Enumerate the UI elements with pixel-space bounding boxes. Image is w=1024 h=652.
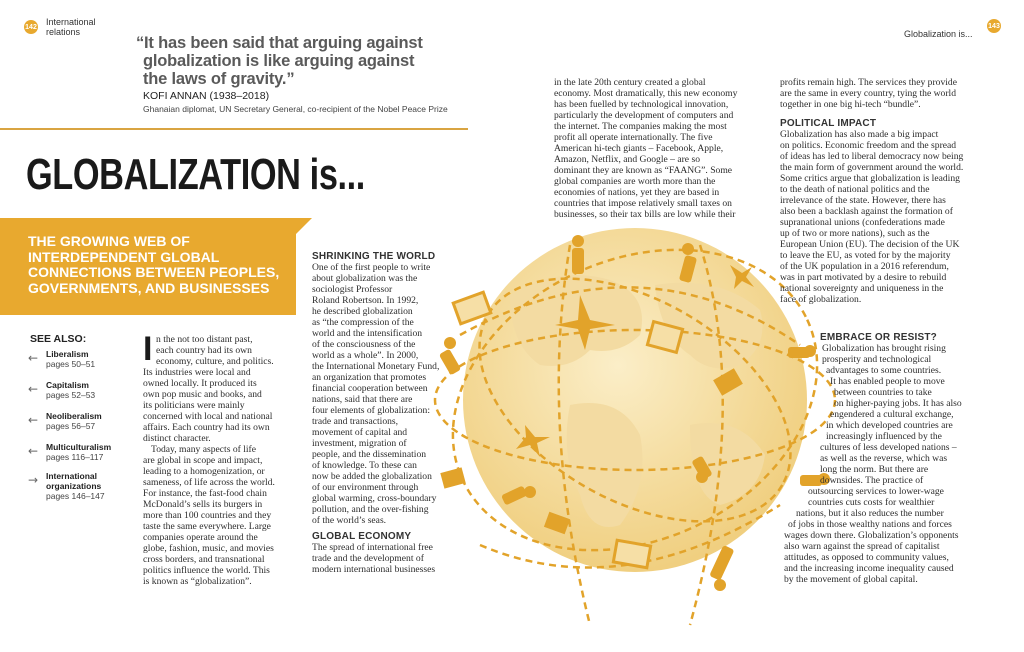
text-line: on higher-paying jobs. It has also	[834, 398, 962, 409]
text-line: of the world’s seas.	[312, 515, 387, 526]
drop-cap: I	[143, 330, 153, 368]
banknote-icon	[613, 540, 650, 568]
text-line: long the norm. But there are	[820, 464, 929, 475]
text-line: advantages to some countries.	[826, 365, 942, 376]
text-line: as well as the reverse, which was	[820, 453, 948, 464]
text-line: four elements of globalization:	[312, 405, 431, 416]
text-line: was in part motivated by a desire to rebuild	[780, 272, 947, 283]
text-line: between countries to take	[834, 387, 932, 398]
text-line: in the late 20th century created a global	[554, 77, 706, 88]
see-also-title: Capitalism	[46, 380, 89, 390]
arrow-left-icon: ←	[28, 351, 39, 365]
text-line: nations, but it also reduces the number	[796, 508, 944, 519]
quote-author-description: Ghanaian diplomat, UN Secretary General, co-recipient of the Nobel Peace Prize	[143, 104, 448, 114]
body-column-1	[143, 330, 301, 587]
text-line: economy. Most dramatically, this new economy	[554, 88, 738, 99]
text-line: financial cooperation between	[312, 383, 428, 394]
text-line: its politicians were mainly	[143, 400, 245, 411]
text-line: downsides. The practice of	[820, 475, 924, 486]
text-line: of knowledge. To these can	[312, 460, 417, 471]
running-head-line: International	[46, 17, 96, 27]
globe-illustration	[420, 225, 840, 645]
text-line: affairs. Each country had its own	[143, 422, 270, 433]
text-line: also warn against the spread of capitalist	[784, 541, 940, 552]
text-line: prosperity and technological	[822, 354, 932, 365]
text-line: trade and the development of	[312, 553, 424, 564]
text-line: economy, culture, and politics.	[156, 356, 274, 367]
text-line: profits remain high. The services they provide	[780, 77, 957, 88]
text-line: face of globalization.	[780, 294, 862, 305]
quote-author: KOFI ANNAN (1938–2018)	[143, 90, 270, 102]
section-heading: GLOBAL ECONOMY	[312, 531, 412, 542]
text-line: the internet. The companies making the most	[554, 121, 727, 132]
see-also-title: Multiculturalism	[46, 442, 112, 452]
text-line: in which developed countries are	[826, 420, 953, 431]
text-line: The spread of international free	[312, 542, 433, 553]
see-also-title: Neoliberalism	[46, 411, 102, 421]
text-line: now be added the globalization	[312, 471, 432, 482]
text-line: world and the intensification	[312, 328, 423, 339]
text-line: also been a backlash against the formation of	[780, 206, 953, 217]
text-line: Amazon, Netflix, and Google – are so	[554, 154, 700, 165]
see-also-title: organizations	[46, 481, 102, 491]
text-line: is known as “globalization”.	[143, 576, 252, 587]
text-line: wages down there. Globalization’s opponents	[784, 530, 959, 541]
running-head-line: relations	[46, 27, 81, 37]
text-line: trade and transactions,	[312, 416, 399, 427]
section-heading: EMBRACE OR RESIST?	[820, 332, 937, 343]
text-line: up of two or more nations), such as the	[780, 228, 930, 239]
text-line: attitudes, as opposed to community values,	[784, 552, 949, 563]
text-line: are the same in every country, tying the world	[780, 88, 957, 99]
text-line: countries cuts costs for wealthier	[808, 497, 935, 508]
text-line: European Union (EU). The decision of the UK	[780, 239, 960, 250]
text-line: to leave the EU, as voted for by the majority	[780, 250, 951, 261]
text-line: modern international businesses	[312, 564, 436, 575]
see-also-item[interactable]	[28, 411, 102, 431]
globe-icon	[463, 228, 807, 572]
text-line: people, and the dissemination	[312, 449, 427, 460]
text-line: own pop music and books, and	[143, 389, 262, 400]
text-line: countries that impose relatively small taxes on	[554, 198, 732, 209]
person-icon	[572, 235, 584, 274]
text-line: politics influence the world. This	[143, 565, 270, 576]
text-line: outsourcing services to lower-wage	[808, 486, 944, 497]
see-also-item[interactable]	[28, 442, 111, 462]
see-also-item[interactable]	[28, 380, 95, 400]
text-line: sociologist Professor	[312, 284, 393, 295]
text-line: are global in scope and impact,	[143, 455, 263, 466]
text-line: of our environment through	[312, 482, 419, 493]
page-number-right: 143	[987, 19, 1001, 33]
page-number-left: 142	[24, 20, 38, 34]
quote-line: “It has been said that arguing against	[136, 34, 423, 52]
quote-line: globalization is like arguing against	[143, 52, 415, 70]
text-line: n the not too distant past,	[156, 334, 253, 345]
text-line: Its industries were local and	[143, 367, 251, 378]
text-line: distinct character.	[143, 433, 211, 444]
text-line: economies of nations, yet they are based in	[554, 187, 720, 198]
quote-line: the laws of gravity.”	[143, 70, 295, 88]
see-also-heading: SEE ALSO:	[30, 333, 87, 345]
arrow-right-icon: →	[28, 473, 39, 487]
text-line: Some critics argue that globalization is leading	[780, 173, 960, 184]
body-column-2	[312, 251, 462, 575]
text-line: global warming, cross-boundary	[312, 493, 437, 504]
text-line: For instance, the fast-food chain	[143, 488, 267, 499]
see-also-pages: pages 146–147	[46, 491, 105, 501]
text-line: about globalization was the	[312, 273, 418, 284]
text-line: McDonald’s sells its burgers in	[143, 499, 263, 510]
body-column-3	[554, 77, 768, 220]
text-line: and the increasing income inequality caused	[784, 563, 954, 574]
text-line: taste the same everywhere. Large	[143, 521, 271, 532]
running-head-left	[46, 17, 96, 37]
text-line: Globalization has brought rising	[822, 343, 946, 354]
text-line: of the consciousness of the	[312, 339, 416, 350]
see-also-pages: pages 50–51	[46, 359, 96, 369]
text-line: investment, migration of	[312, 438, 407, 449]
subtitle	[28, 234, 298, 296]
arrow-left-icon: ←	[28, 382, 39, 396]
text-line: to the death of national politics and the	[780, 184, 930, 195]
see-also-pages: pages 56–57	[46, 421, 96, 431]
text-line: leading to a homogenization, or	[143, 466, 265, 477]
text-line: American hi-tech giants – Facebook, Apple,	[554, 143, 724, 154]
subtitle-line: THE GROWING WEB OF	[28, 233, 190, 249]
text-line: on politics. Economic freedom and the spread	[780, 140, 957, 151]
subtitle-line: CONNECTIONS BETWEEN PEOPLES,	[28, 264, 280, 280]
text-line: has been fuelled by technological innovation,	[554, 99, 729, 110]
main-title: GLOBALIZATION is...	[26, 150, 365, 199]
subtitle-band-notch	[296, 218, 312, 234]
text-line: of ideas has led to liberal democracy now being	[780, 151, 964, 162]
text-line: together in one big hi-tech “bundle”.	[780, 99, 921, 110]
text-line: global companies are worth more than the	[554, 176, 716, 187]
text-line: an organization that promotes	[312, 372, 427, 383]
text-line: supranational unions (confederations made	[780, 217, 945, 228]
text-line: It has enabled people to move	[830, 376, 945, 387]
header-rule	[0, 128, 468, 130]
text-line: businesses, so their tax bills are low while their	[554, 209, 736, 220]
text-line: of the UK population in a 2016 referendum,	[780, 261, 949, 272]
text-line: cultures of less developed nations –	[820, 442, 957, 453]
subtitle-line: INTERDEPENDENT GLOBAL	[28, 248, 220, 265]
text-line: companies operate around the	[143, 532, 258, 543]
text-line: the main form of government around the world.	[780, 162, 964, 173]
text-line: dominant they are known as “FAANG”. Some	[554, 165, 733, 176]
see-also-title: Liberalism	[46, 349, 89, 359]
text-line: engendered a cultural exchange,	[830, 409, 954, 420]
see-also-item[interactable]	[28, 349, 95, 369]
text-line: of jobs in those wealthy nations and forces	[788, 519, 952, 530]
body-column-4-lower	[784, 332, 1020, 585]
arrow-left-icon: ←	[28, 444, 39, 458]
see-also-pages: pages 52–53	[46, 390, 96, 400]
see-also-title: International	[46, 471, 98, 481]
body-column-4	[780, 77, 1000, 305]
text-line: more than 100 countries and they	[143, 510, 272, 521]
see-also-pages: pages 116–117	[46, 452, 104, 462]
subtitle-line: GOVERNMENTS, AND BUSINESSES	[28, 279, 270, 296]
text-line: irrelevance of the state. However, there has	[780, 195, 946, 206]
text-line: particularly the development of computers and	[554, 110, 734, 121]
section-heading: POLITICAL IMPACT	[780, 118, 877, 129]
text-line: Roland Robertson. In 1992,	[312, 295, 419, 306]
text-line: by the movement of global capital.	[784, 574, 918, 585]
text-line: Globalization has also made a big impact	[780, 129, 939, 140]
text-line: cross borders, and transnational	[143, 554, 265, 565]
text-line: pollution, and the over-fishing	[312, 504, 429, 515]
text-line: sameness, of life across the world.	[143, 477, 275, 488]
text-line: profit all operate internationally. The five	[554, 132, 713, 143]
text-line: movement of capital and	[312, 427, 408, 438]
text-line: increasingly influenced by the	[826, 431, 942, 442]
text-line: Today, many aspects of life	[151, 444, 257, 455]
arrow-left-icon: ←	[28, 413, 39, 427]
see-also-item[interactable]	[28, 471, 105, 501]
text-line: world as a whole”. In 2000,	[312, 350, 419, 361]
text-line: owned locally. It produced its	[143, 378, 257, 389]
text-line: globe, fashion, music, and movies	[143, 543, 274, 554]
text-line: One of the first people to write	[312, 262, 431, 273]
text-line: concerned with local and national	[143, 411, 273, 422]
pull-quote	[136, 34, 456, 88]
text-line: national sovereignty and uniqueness in the	[780, 283, 944, 294]
text-line: each country had its own	[156, 345, 252, 356]
text-line: nations, said that there are	[312, 394, 413, 405]
text-line: the International Monetary Fund,	[312, 361, 440, 372]
text-line: he described globalization	[312, 306, 413, 317]
text-line: as “the compression of the	[312, 317, 414, 328]
section-heading: SHRINKING THE WORLD	[312, 251, 436, 262]
running-head-right: Globalization is...	[904, 29, 973, 39]
